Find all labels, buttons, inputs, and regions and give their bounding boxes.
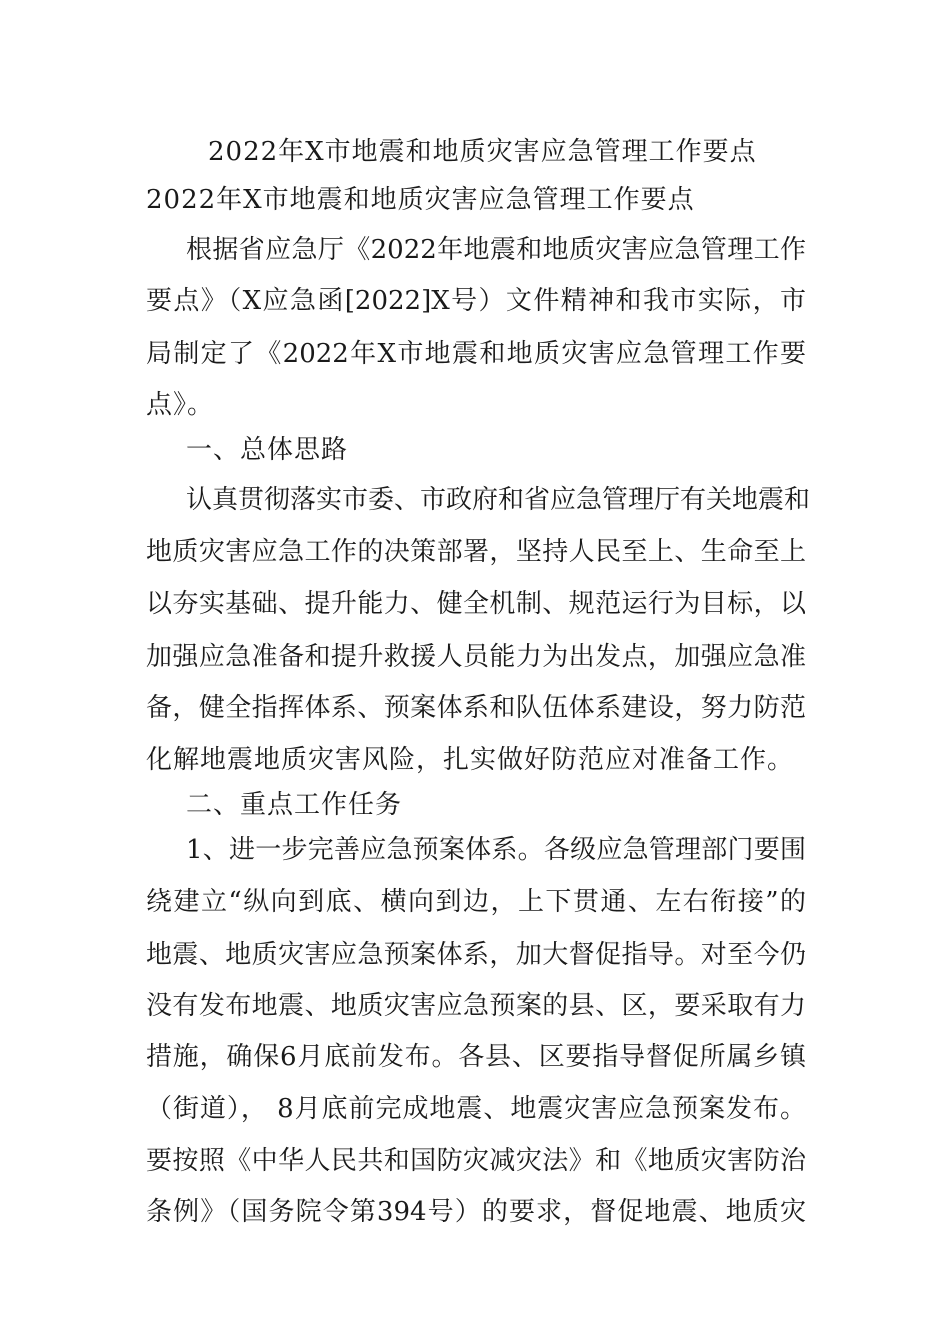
paragraph-line: 局制定了《2022年X市地震和地质灾害应急管理工作要 xyxy=(146,339,806,369)
paragraph-line: 地质灾害应急工作的决策部署，坚持人民至上、生命至上 xyxy=(146,537,806,567)
paragraph-line: 绕建立“纵向到底、横向到边，上下贯通、左右衔接”的 xyxy=(146,887,806,917)
paragraph-line: 条例》（国务院令第394号）的要求，督促地震、地质灾 xyxy=(146,1197,806,1227)
section-heading: 二、重点工作任务 xyxy=(186,790,403,820)
paragraph-line: 加强应急准备和提升救援人员能力为出发点，加强应急准 xyxy=(146,642,806,672)
paragraph-line: 地震、地质灾害应急预案体系，加大督促指导。对至今仍 xyxy=(146,940,806,970)
paragraph-line: 要点》（X应急函[2022]X号）文件精神和我市实际，市 xyxy=(146,286,806,316)
document-subtitle: 2022年X市地震和地质灾害应急管理工作要点 xyxy=(146,185,695,215)
paragraph-line: （街道）， 8月底前完成地震、地震灾害应急预案发布。 xyxy=(146,1094,806,1124)
paragraph-line: 没有发布地震、地质灾害应急预案的县、区，要采取有力 xyxy=(146,991,806,1021)
paragraph-line: 认真贯彻落实市委、市政府和省应急管理厅有关地震和 xyxy=(186,485,811,515)
paragraph-line: 1、进一步完善应急预案体系。各级应急管理部门要围 xyxy=(186,835,806,865)
document-title: 2022年X市地震和地质灾害应急管理工作要点 xyxy=(208,137,757,167)
paragraph-line: 化解地震地质灾害风险，扎实做好防范应对准备工作。 xyxy=(146,745,795,775)
paragraph-line: 备，健全指挥体系、预案体系和队伍体系建设，努力防范 xyxy=(146,693,806,723)
paragraph-line: 点》。 xyxy=(146,390,215,420)
paragraph-line: 措施，确保6月底前发布。各县、区要指导督促所属乡镇 xyxy=(146,1042,806,1072)
paragraph-line: 根据省应急厅《2022年地震和地质灾害应急管理工作 xyxy=(186,235,806,265)
paragraph-line: 要按照《中华人民共和国防灾减灾法》和《地质灾害防治 xyxy=(146,1146,806,1176)
section-heading: 一、总体思路 xyxy=(186,435,349,465)
paragraph-line: 以夯实基础、提升能力、健全机制、规范运行为目标，以 xyxy=(146,589,806,619)
